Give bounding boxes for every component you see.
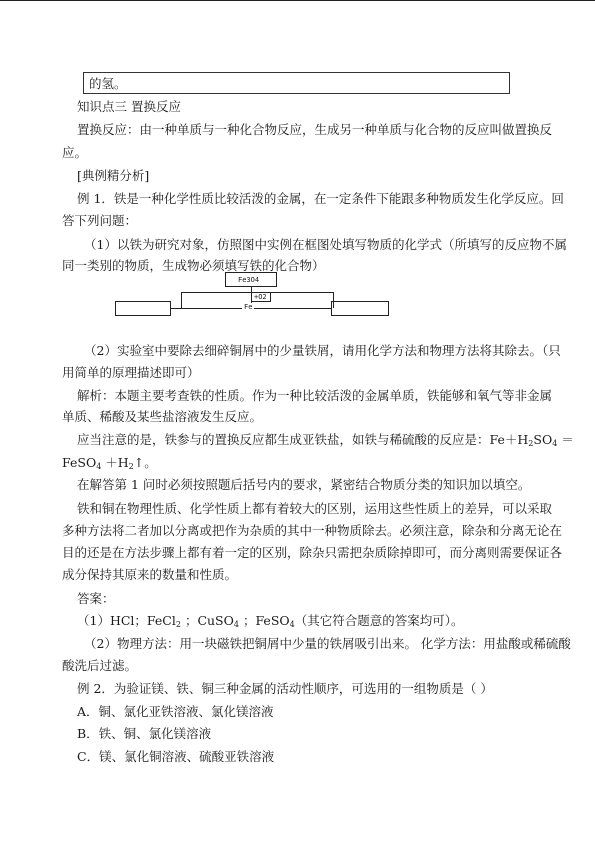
question2-line-1: （2）实验室中要除去细碎铜屑中的少量铁屑，请用化学方法和物理方法将其除去。（只 [84, 343, 561, 358]
fe3o4-box [225, 272, 277, 287]
example2-question: 例 2．为验证镁、铁、铜三种金属的活动性顺序，可选用的一组物质是（ ） [77, 681, 493, 696]
previous-answer-box [83, 72, 510, 94]
difference-line-4: 成分保持其原来的数量和性质。 [62, 567, 238, 582]
box-text: 的氢。 [89, 76, 127, 91]
eq-feso: FeSO [62, 455, 97, 470]
definition-line-2: 应。 [62, 145, 88, 160]
reaction-diagram [115, 272, 435, 322]
note-equation-line-1 [77, 432, 574, 448]
fe3o4-label: Fe3O4 [238, 276, 260, 284]
note-text-b: SO [533, 432, 553, 447]
analysis-heading: [典例精分析] [77, 168, 150, 183]
eq-sub-4: 4 [96, 462, 102, 471]
example1-line-2: 答下列问题： [62, 213, 138, 228]
ans1-sub-3: 4 [289, 620, 295, 629]
example1-line-1: 例 1．铁是一种化学性质比较活泼的金属，在一定条件下能跟多种物质发生化学反应。回 [77, 191, 564, 206]
analysis-line-2: 单质、稀酸及某些盐溶液发生反应。 [62, 409, 263, 424]
answer-2-line-2: 酸洗后过滤。 [62, 658, 138, 673]
option-b: B．铁、铜、氯化镁溶液 [77, 726, 212, 741]
analysis-line-1: 解析：本题主要考查铁的性质。作为一种比较活泼的金属单质，铁能够和氧气等非金属 [77, 388, 553, 403]
right-blank-box [331, 301, 389, 316]
left-drop-line [181, 292, 182, 308]
ans1-sub-1: 2 [175, 620, 181, 629]
note-text-c: ＝ [557, 432, 574, 447]
difference-line-3: 目的还是在方法步骤上都有着一定的区别，除杂只需把杂质除掉即可，而分离则需要保证各 [62, 545, 563, 560]
section-heading: 知识点三 置换反应 [77, 99, 181, 114]
o2-label: +O2 [254, 293, 267, 301]
question1-line-2: 同一类别的物质，生成物必须填写铁的化合物） [62, 258, 325, 273]
option-a: A．铜、氯化亚铁溶液、氯化镁溶液 [77, 704, 274, 719]
page-top-rule [0, 0, 595, 1]
eq-sub-2: 2 [128, 462, 134, 471]
note-equation-line-2 [62, 455, 157, 471]
eq-plus-h: ＋H [101, 455, 129, 470]
answer-label: 答案： [77, 591, 115, 606]
ans1-a: （1）HCl；FeCl [77, 613, 176, 628]
left-top-line [181, 292, 251, 293]
definition-line-1: 置换反应：由一种单质与一种化合物反应，生成另一种单质与化合物的反应叫做置换反 [77, 122, 553, 137]
sub-h2: 2 [528, 439, 534, 448]
fe-label: Fe [244, 303, 253, 311]
difference-line-2: 多种方法将二者加以分离或把作为杂质的其中一种物质除去。必须注意，除杂和分离无论在 [62, 523, 563, 538]
note-text-a: 应当注意的是，铁参与的置换反应都生成亚铁盐，如铁与稀硫酸的反应是：Fe＋H [77, 432, 529, 447]
o2-box [251, 292, 271, 302]
right-top-line [271, 292, 333, 293]
ans1-d: （其它符合题意的答案均可）。 [294, 613, 464, 628]
answer-2-line-1: （2）物理方法：用一块磁铁把铜屑中少量的铁屑吸引出来。 化学方法：用盐酸或稀硫酸 [84, 636, 571, 651]
ans1-sub-2: 4 [233, 620, 239, 629]
question1-line-1: （1）以铁为研究对象，仿照图中实例在框图处填写物质的化学式（所填写的反应物不属 [84, 237, 567, 252]
eq-gas: ↑。 [133, 455, 157, 470]
option-c: C．镁、氯化铜溶液、硫酸亚铁溶液 [77, 749, 275, 764]
q1-hint-line: 在解答第 1 问时必须按照题后括号内的要求，紧密结合物质分类的知识加以填空。 [77, 477, 531, 492]
left-blank-box [115, 301, 171, 316]
ans1-b: ；CuSO [180, 613, 234, 628]
answer-1-line [77, 613, 464, 629]
ans1-c: ；FeSO [238, 613, 290, 628]
difference-line-1: 铁和铜在物理性质、化学性质上都有着较大的区别，运用这些性质上的差异，可以采取 [77, 501, 553, 516]
sub-so4: 4 [552, 439, 558, 448]
question2-line-2: 用简单的原理描述即可） [62, 365, 200, 380]
